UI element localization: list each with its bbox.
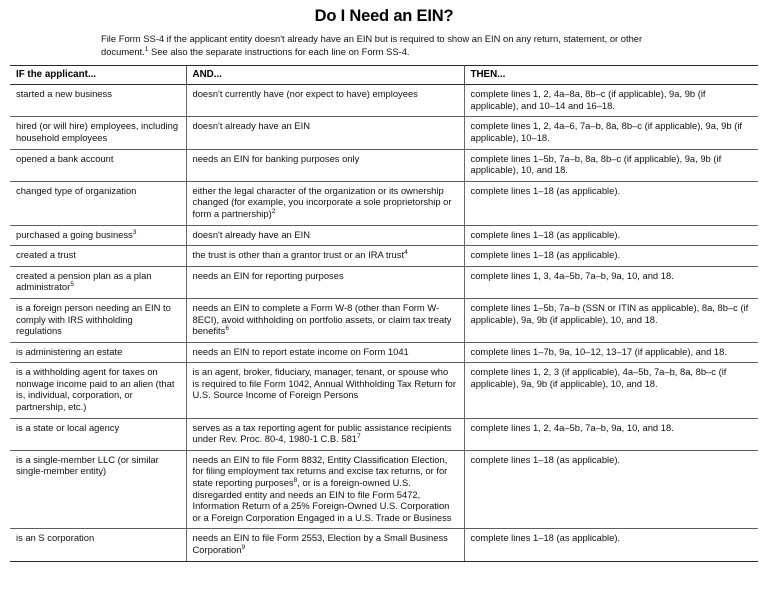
cell-then-text: complete lines 1–5b, 7a–b (SSN or ITIN as applicable), 8a, 8b–c (if applicable), 9a, 9b (if applicable), 10, and 18. xyxy=(470,301,749,325)
cell-and-footnote-marker: 6 xyxy=(225,324,230,332)
cell-then xyxy=(464,266,758,298)
cell-then xyxy=(464,363,758,418)
cell-then-text: complete lines 1–18 (as applicable). xyxy=(470,453,621,465)
table-row xyxy=(10,363,758,418)
cell-if-footnote-marker: 3 xyxy=(132,228,137,236)
cell-if-text: is administering an estate xyxy=(16,345,123,357)
table-header-row xyxy=(10,66,758,85)
cell-and-text: is an agent, broker, fiduciary, manager, tenant, or spouse who is required to file Form 1042, Annual Withholding Tax Return for U.S. Source Income of Foreign Persons xyxy=(192,366,457,401)
page-title: Do I Need an EIN? xyxy=(314,7,454,25)
cell-if xyxy=(10,266,186,298)
cell-and-footnote-marker: 4 xyxy=(404,249,408,256)
cell-then-text: complete lines 1–18 (as applicable). xyxy=(470,184,621,196)
document-page xyxy=(0,7,768,614)
cell-then xyxy=(464,298,758,342)
cell-and-text: either the legal character of the organization or its ownership changed (for example, you incorporate a sole proprietorship or form a partnership) xyxy=(192,184,452,219)
cell-then xyxy=(464,181,758,225)
cell-if xyxy=(10,363,186,418)
cell-and-footnote-marker: 8 xyxy=(293,476,298,484)
table-row xyxy=(10,181,758,225)
cell-then xyxy=(464,418,758,450)
cell-and xyxy=(186,149,464,181)
cell-if xyxy=(10,181,186,225)
cell-if xyxy=(10,117,186,149)
table-body xyxy=(10,85,758,561)
cell-then xyxy=(464,225,758,246)
cell-if-text: is a state or local agency xyxy=(16,421,120,433)
cell-then xyxy=(464,246,758,267)
cell-if xyxy=(10,450,186,529)
cell-if-text: is an S corporation xyxy=(16,532,95,544)
cell-and-text: doesn't currently have (nor expect to have) employees xyxy=(192,88,418,100)
cell-and-text: needs an EIN for reporting purposes xyxy=(192,269,344,281)
cell-then xyxy=(464,450,758,529)
cell-and-footnote-marker: 2 xyxy=(271,207,276,215)
cell-then-text: complete lines 1–18 (as applicable). xyxy=(470,532,621,544)
cell-then-text: complete lines 1–18 (as applicable). xyxy=(470,228,621,240)
cell-then xyxy=(464,117,758,149)
table-row xyxy=(10,529,758,561)
table-row xyxy=(10,85,758,117)
cell-and-text-continued: , or is a foreign-owned U.S. disregarded entity and needs an EIN to file Form 5472, Information Return of a 25% Foreign-Owned U.S. Corporation or a Foreign Corporation Engaged in a U.S. Trade or Business xyxy=(192,477,452,523)
cell-and xyxy=(186,450,464,529)
cell-if xyxy=(10,342,186,363)
cell-then-text: complete lines 1–18 (as applicable). xyxy=(470,249,621,261)
cell-then-text: complete lines 1–7b, 9a, 10–12, 13–17 (if applicable), and 18. xyxy=(470,345,727,357)
cell-if xyxy=(10,246,186,267)
cell-then-text: complete lines 1, 2, 4a–5b, 7a–b, 9a, 10, and 18. xyxy=(470,421,674,433)
cell-if-text: created a pension plan as a plan administrator xyxy=(16,269,152,293)
cell-if-text: started a new business xyxy=(16,88,112,100)
intro-footnote-marker: 1 xyxy=(144,45,149,53)
cell-and-text: needs an EIN for banking purposes only xyxy=(192,152,360,164)
cell-then xyxy=(464,85,758,117)
cell-and-text: the trust is other than a grantor trust or an IRA trust xyxy=(192,249,405,261)
table-row xyxy=(10,266,758,298)
cell-if xyxy=(10,418,186,450)
cell-then xyxy=(464,149,758,181)
cell-and xyxy=(186,246,464,267)
column-header-then: THEN... xyxy=(464,66,758,85)
table-row xyxy=(10,342,758,363)
cell-if-text: is a withholding agent for taxes on nonwage income paid to an alien (that is, individual, corporation, or partnership, etc.) xyxy=(16,366,175,413)
column-header-if: IF the applicant... xyxy=(10,66,186,85)
cell-and-text: serves as a tax reporting agent for public assistance recipients under Rev. Proc. 80-4, 1980-1 C.B. 581 xyxy=(192,421,452,445)
table-row xyxy=(10,225,758,246)
cell-if-footnote-marker: 5 xyxy=(70,281,74,289)
cell-and xyxy=(186,266,464,298)
cell-and-text: needs an EIN to file Form 8832, Entity Classification Election, for filing employment tax returns and excise tax returns, or for state reporting purposes xyxy=(192,453,448,489)
cell-if xyxy=(10,149,186,181)
cell-then-text: complete lines 1, 3, 4a–5b, 7a–b, 9a, 10, and 18. xyxy=(470,269,674,281)
cell-and-text: doesn't already have an EIN xyxy=(192,120,310,132)
cell-and xyxy=(186,225,464,246)
cell-then xyxy=(464,342,758,363)
cell-and-text: needs an EIN to file Form 2553, Election by a Small Business Corporation xyxy=(192,532,448,555)
cell-if-text: created a trust xyxy=(16,249,76,261)
cell-if xyxy=(10,298,186,342)
table-row xyxy=(10,149,758,181)
cell-and-text: needs an EIN to report estate income on Form 1041 xyxy=(192,345,409,357)
cell-and xyxy=(186,529,464,561)
cell-then xyxy=(464,529,758,561)
cell-and xyxy=(186,181,464,225)
cell-and xyxy=(186,117,464,149)
cell-and xyxy=(186,298,464,342)
intro-paragraph xyxy=(89,33,679,58)
cell-if xyxy=(10,85,186,117)
intro-line-2-rest: See also the separate instructions for each line on Form SS-4. xyxy=(148,45,410,57)
table-row xyxy=(10,117,758,149)
cell-if-text: is a foreign person needing an EIN to comply with IRS withholding regulations xyxy=(16,301,171,337)
cell-if xyxy=(10,529,186,561)
table-row xyxy=(10,450,758,529)
cell-if xyxy=(10,225,186,246)
cell-and xyxy=(186,418,464,450)
intro-line-1: File Form SS-4 if the applicant entity doesn't already have an EIN but is required to show an EIN on any return, statement, xyxy=(101,33,608,44)
cell-then-text: complete lines 1, 2, 4a–6, 7a–b, 8a, 8b–c (if applicable), 9a, 9b (if applicable), 10–18. xyxy=(470,120,743,143)
cell-if-text: is a single-member LLC (or similar single-member entity) xyxy=(16,453,159,477)
cell-then-text: complete lines 1–5b, 7a–b, 8a, 8b–c (if applicable), 9a, 9b (if applicable), 10, and 18. xyxy=(470,152,722,176)
cell-if-text: hired (or will hire) employees, including household employees xyxy=(16,120,179,143)
cell-and xyxy=(186,342,464,363)
cell-then-text: complete lines 1, 2, 4a–8a, 8b–c (if applicable), 9a, 9b (if applicable), and 10–14 and 16–18. xyxy=(470,88,706,111)
cell-and-footnote-marker: 7 xyxy=(357,433,361,441)
table-row xyxy=(10,418,758,450)
column-header-and: AND... xyxy=(186,66,464,85)
cell-and-text: doesn't already have an EIN xyxy=(192,228,310,240)
cell-then-text: complete lines 1, 2, 3 (if applicable), 4a–5b, 7a–b, 8a, 8b–c (if applicable), 9a, 9b (if applicable), 10, and 18. xyxy=(470,366,727,389)
ein-requirements-table xyxy=(10,65,758,561)
table-row xyxy=(10,246,758,267)
cell-and-text: needs an EIN to complete a Form W-8 (other than Form W-8ECI), avoid withholding on portfolio assets, or claim tax treaty benefits xyxy=(192,301,452,337)
intro-line-2: or other document. xyxy=(101,33,643,57)
cell-and xyxy=(186,363,464,418)
table-row xyxy=(10,298,758,342)
cell-and xyxy=(186,85,464,117)
table-header xyxy=(10,66,758,85)
cell-if-text: opened a bank account xyxy=(16,152,114,164)
cell-if-text: purchased a going business xyxy=(16,228,133,240)
cell-if-text: changed type of organization xyxy=(16,184,137,196)
cell-and-footnote-marker: 9 xyxy=(241,543,246,551)
